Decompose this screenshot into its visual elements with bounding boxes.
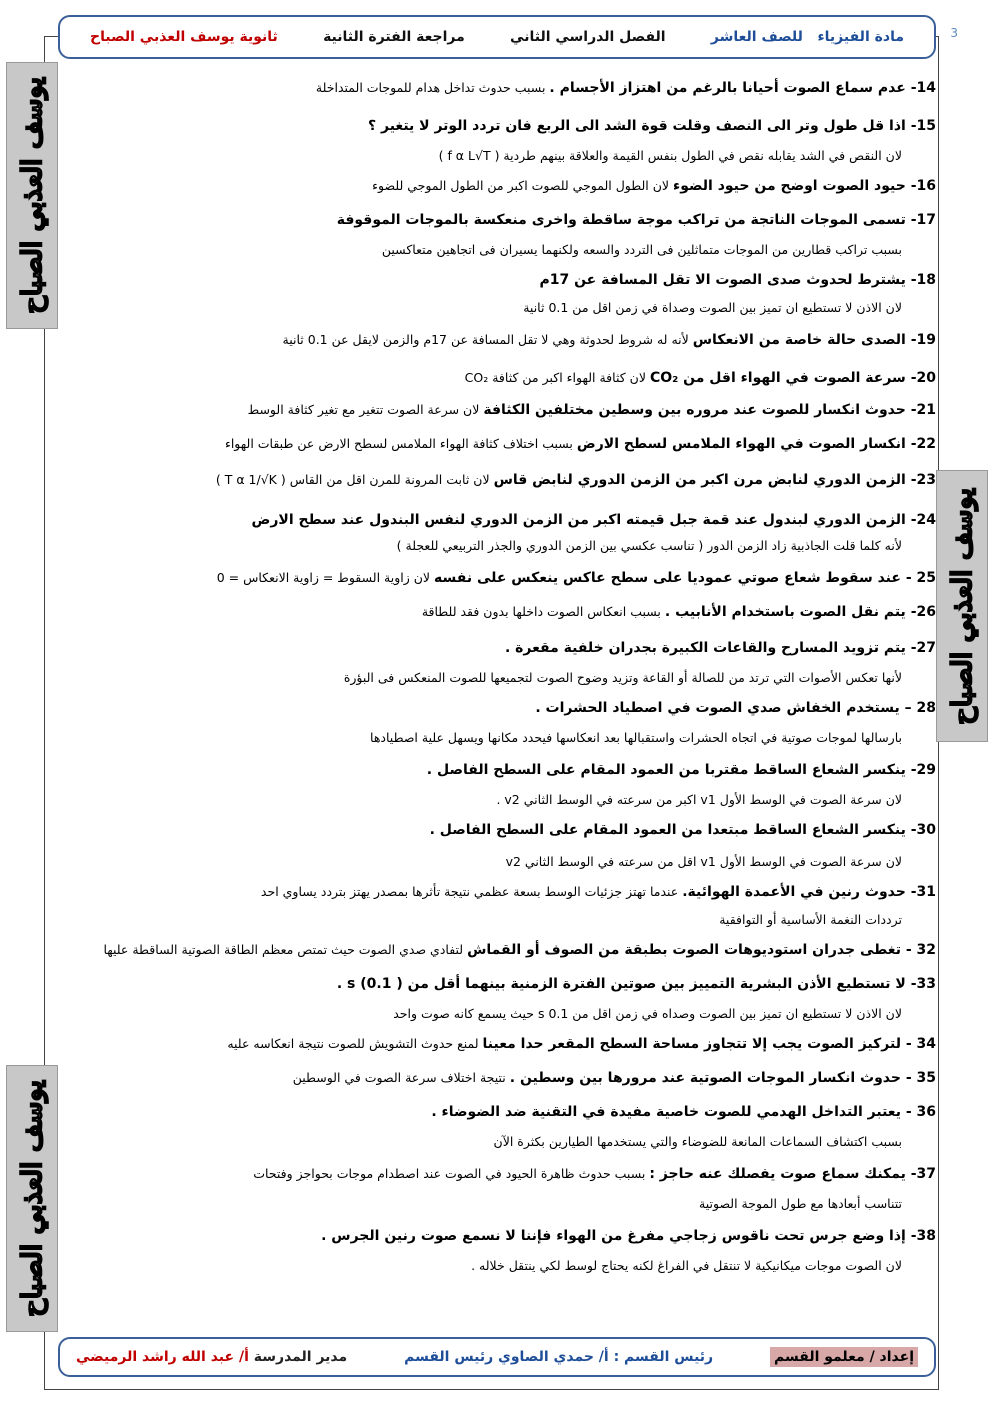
footer-director-name: أ/ عبد الله راشد الرميضي [76,1349,249,1365]
review-line [28,240,936,260]
review-line [62,568,936,588]
review-statement: 31- حدوث رنين في الأعمدة الهوائية. [682,884,936,900]
review-reason: بسبب اكتشاف السماعات المانعة للضوضاء والتي يستخدمها الطيارين بكثرة الآن [493,1134,902,1149]
review-statement: 17- تسمى الموجات الناتجة من تراكب موجة ساقطة واخرى منعكسة بالموجات الموقوفة [336,212,936,228]
review-reason: بسبب حدوث ظاهرة الحيود في الصوت عند اصطدام موجات بحواجز وفتحات [253,1166,650,1181]
review-line [62,400,936,420]
review-reason: لان ثابت المرونة للمرن اقل من القاس ( T α 1/√K ) [215,472,494,487]
review-line [28,146,936,166]
review-line [62,760,936,780]
header-semester: الفصل الدراسي الثاني [510,29,666,45]
footer-director-label: مدير المدرسة [253,1349,348,1365]
review-statement: 37- يمكنك سماع صوت يفصلك عنه حاجز : [649,1166,936,1182]
side-watermark-right [936,470,988,742]
review-line [62,470,936,490]
review-line [62,176,936,196]
review-reason: لان الاذن لا تستطيع ان تميز بين الصوت وصداه في زمن اقل من 0.1 s حيث يسمع كانه صوت واحد [393,1006,902,1021]
review-statement: 29- ينكسر الشعاع الساقط مقتربا من العمود المقام على السطح الفاصل . [426,762,936,778]
review-statement: 26- يتم نقل الصوت باستخدام الأنابيب . [664,604,936,620]
review-line [28,1132,936,1152]
header-review: مراجعة الفترة الثانية [323,29,465,45]
review-line [62,1034,936,1054]
review-reason: لان النقص في الشد يقابله نقص في الطول بنفس القيمة والعلاقة بينهم طردية ( f α L√T ) [438,148,902,163]
review-line [62,116,936,136]
review-reason: بارسالها لموجات صوتية في اتجاه الحشرات واستقبالها بعد انعكاسها فيحدد مكانها ويسهل علية اصطيادها [370,730,902,745]
header-subject-grade [711,29,904,45]
review-statement: 27- يتم تزويد المسارح والقاعات الكبيرة بجدران خلفية مقعرة . [504,640,936,656]
review-statement: 19- الصدى حالة خاصة من الانعكاس [692,332,936,348]
review-statement: 28 – يستخدم الخفاش صدي الصوت في اصطياد الحشرات . [535,700,936,716]
review-reason: بسبب تراكب قطارين من الموجات متماثلين فى التردد والسعه ولكنهما يسيران فى اتجاهين متعاكسين [381,242,902,257]
review-line [62,434,936,454]
footer-head: رئيس القسم : أ/ حمدي الصاوي رئيس القسم [404,1349,714,1365]
review-reason: تتناسب أبعادها مع طول الموجة الصوتية [699,1196,902,1211]
review-line [62,270,936,290]
review-line [28,298,936,318]
review-statement: 15- اذا قل طول وتر الى النصف وقلت قوة الشد الى الربع فان تردد الوتر لا يتغير ؟ [368,118,936,134]
review-reason: لأنها تعكس الأصوات التي ترتد من للصالة أو القاعة وتزيد وضوح الصوت لتجميعها للصوت المنعكس فى البؤرة [343,670,902,685]
review-line [28,910,936,930]
review-line [62,882,936,902]
review-reason: لان الصوت موجات ميكانيكية لا تنتقل في الفراغ لكنه يحتاج لوسط لكي ينتقل خلاله . [471,1258,902,1273]
review-line [62,1164,936,1184]
review-line [62,1068,936,1088]
review-statement: 36 - يعتبر التداخل الهدمي للصوت خاصية مفيدة في التقنية ضد الضوضاء . [431,1104,936,1120]
review-statement: 32 - تغطى جدران استوديوهات الصوت بطبقة من الصوف أو القماش [467,942,936,958]
review-line [62,638,936,658]
side-watermark-text: يوسف العذبي الصباح [946,487,978,725]
review-reason: لتفادي صدي الصوت حيث تمتص معظم الطاقة الصوتية الساقطة عليها [103,942,468,957]
review-statement: 35 - حدوث انكسار الموجات الصوتية عند مرورها بين وسطين . [509,1070,936,1086]
review-content [62,62,936,1332]
header-grade: للصف العاشر [710,29,803,45]
page-header [58,15,936,59]
review-line [62,510,936,530]
review-reason: لأنه كلما قلت الجاذبية زاد الزمن الدور ( تناسب عكسي بين الزمن الدوري والجذر التربيعي للعجلة ) [396,538,902,553]
review-line [62,368,936,388]
header-subject: مادة الفيزياء [817,29,904,45]
side-watermark-text: يوسف العذبي الصباح [16,1080,48,1317]
review-reason: بسبب انعكاس الصوت داخلها بدون فقد للطاقة [421,604,665,619]
review-reason: نتيجة اختلاف سرعة الصوت في الوسطين [292,1070,510,1085]
review-reason: بسبب اختلاف كثافة الهواء الملامس لسطح الارض عن طبقات الهواء [224,436,577,451]
review-line [62,940,936,960]
review-statement: 16- حيود الصوت اوضح من حيود الضوء [673,178,936,194]
review-reason: لان زاوية السقوط = زاوية الانعكاس = 0 [216,570,435,585]
review-line [62,1226,936,1246]
review-line [28,536,936,556]
review-reason: لمنع حدوث التشويش للصوت نتيجة انعكاسه عليه [227,1036,483,1051]
review-statement: 34 - لتركيز الصوت يجب إلا تتجاوز مساحة السطح المقعر حدا معينا [482,1036,936,1052]
review-line [28,1004,936,1024]
review-line [28,1256,936,1276]
review-line [62,1102,936,1122]
review-statement: 30- ينكسر الشعاع الساقط مبتعدا من العمود المقام على السطح الفاصل . [429,822,936,838]
review-reason: ترددات النغمة الأساسية أو التوافقية [719,912,902,927]
review-reason: بسبب حدوث تداخل هدام للموجات المتداخلة [315,80,550,95]
review-statement: 33- لا تستطيع الأذن البشرية التمييز بين صوتين الفترة الزمنية بينهما أقل من s (0.1 ) . [336,976,936,992]
review-reason: لان سرعة الصوت في الوسط الأول v1 اكبر من سرعته في الوسط الثاني v2 . [496,792,902,807]
review-reason: عندما تهتز جزئيات الوسط بسعة عظمي نتيجة تأثرها بمصدر يهتز بتردد يساوي احد [260,884,683,899]
review-line [62,974,936,994]
header-school: ثانوية يوسف العذبي الصباح [90,29,278,45]
review-statement: 24- الزمن الدوري لبندول عند قمة جبل قيمته اكبر من الزمن الدوري لنفس البندول عند سطح الارض [251,512,936,528]
review-statement: 20- سرعة الصوت في الهواء اقل من CO₂ [649,370,936,386]
review-line [28,790,936,810]
review-statement: 14- عدم سماع الصوت أحيانا بالرغم من اهتزاز الأجسام . [549,80,936,96]
page-footer [58,1337,936,1377]
review-statement: 23- الزمن الدوري لنابض مرن اكبر من الزمن الدوري لنابض قاس [493,472,936,488]
review-reason: لان الطول الموجي للصوت اكبر من الطول الموجي للضوء [372,178,674,193]
review-statement: 25 - عند سقوط شعاع صوتي عموديا على سطح عاكس ينعكس على نفسه [434,570,936,586]
review-line [28,1194,936,1214]
review-line [62,210,936,230]
review-line [62,602,936,622]
review-statement: 38- إذا وضع جرس تحت ناقوس زجاجي مفرغ من الهواء فإننا لا نسمع صوت رنين الجرس . [321,1228,936,1244]
review-statement: 22- انكسار الصوت في الهواء الملامس لسطح الارض [576,436,936,452]
review-reason: لان سرعة الصوت في الوسط الأول v1 اقل من سرعته في الوسط الثاني v2 [505,854,902,869]
review-line [28,728,936,748]
page-number: 3 [950,26,958,40]
review-reason: لان الاذن لا تستطيع ان تميز بين الصوت وصداة في زمن اقل من 0.1 ثانية [523,300,902,315]
footer-director [76,1349,347,1365]
review-reason: لان كثافة الهواء اكبر من كثافة CO₂ [464,370,650,385]
side-watermark-top-left [6,62,58,329]
review-statement: 18- يشترط لحدوث صدى الصوت الا تقل المسافة عن 17م [539,272,936,288]
review-reason: لان سرعة الصوت تتغير مع تغير كثافة الوسط [247,402,484,417]
footer-prepared: إعداد / معلمو القسم [770,1347,918,1367]
review-line [62,330,936,350]
side-watermark-text: يوسف العذبي الصباح [16,77,48,314]
review-line [28,852,936,872]
review-statement: 21- حدوث انكسار للصوت عند مروره بين وسطين مختلفين الكثافة [483,402,936,418]
review-line [62,820,936,840]
review-line [62,78,936,98]
review-line [28,668,936,688]
review-line [62,698,936,718]
review-reason: لأنه له شروط لحدوثة وهي لا تقل المسافة عن 17م والزمن لايقل عن 0.1 ثانية [282,332,693,347]
